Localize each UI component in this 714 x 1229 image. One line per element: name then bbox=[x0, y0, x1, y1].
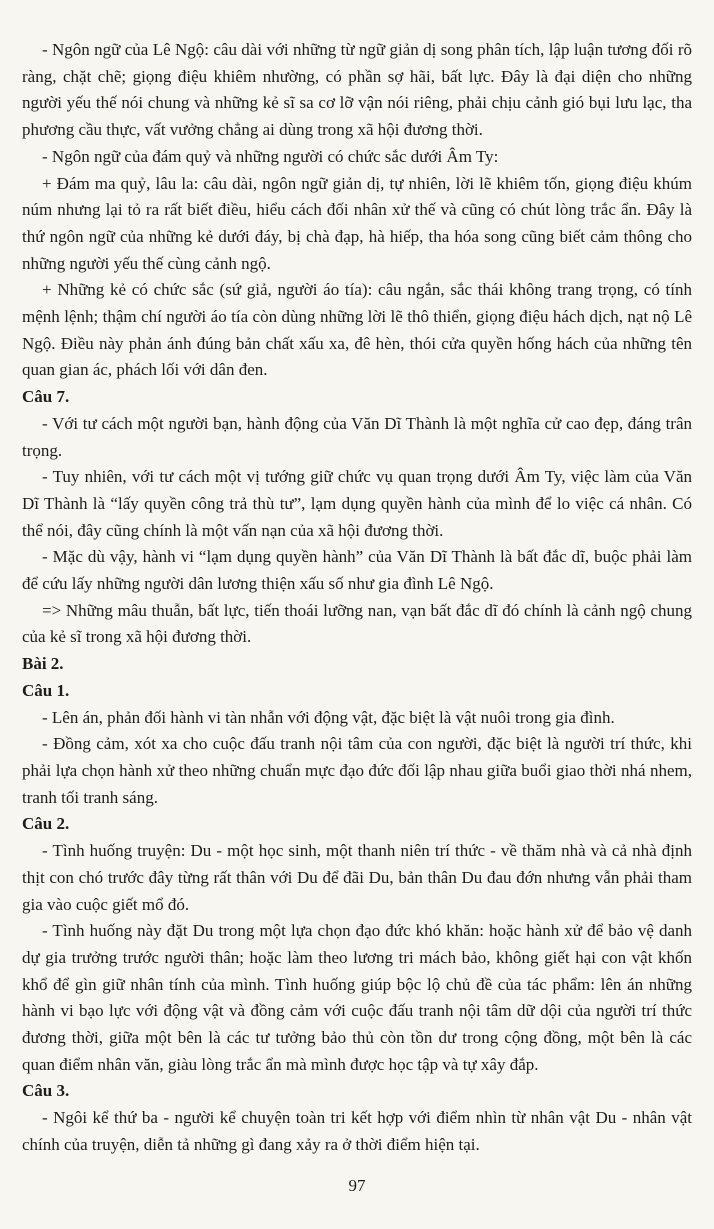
paragraph: - Với tư cách một người bạn, hành động của Văn Dĩ Thành là một nghĩa cử cao đẹp, đáng trân trọng. bbox=[22, 413, 692, 460]
paragraph: + Những kẻ có chức sắc (sứ giả, người áo tía): câu ngắn, sắc thái không trang trọng, có tính mệnh lệnh; thậm chí người áo tía còn dùng những lời lẽ thô thiển, giọng điệu hách dịch, nạt nộ Lê Ngộ. Điều này phản ánh đúng bản chất xấu xa, đê hèn, thói cửa quyền hống hách của những tên quan gian ác, phách lối với dân đen. bbox=[22, 280, 692, 380]
section-heading: Câu 1. bbox=[22, 680, 70, 700]
paragraph: - Tuy nhiên, với tư cách một vị tướng giữ chức vụ quan trọng dưới Âm Ty, việc làm của Văn Dĩ Thành là “lấy quyền công trả thù tư”, lạm dụng quyền hành của mình để lo việc cá nhân. Có thể nói, đây cũng chính là một vấn nạn của xã hội đương thời. bbox=[22, 467, 692, 540]
document-body bbox=[22, 37, 692, 1159]
paragraph: - Ngôn ngữ của đám quỷ và những người có chức sắc dưới Âm Ty: bbox=[42, 146, 499, 166]
paragraph: - Tình huống truyện: Du - một học sinh, một thanh niên trí thức - về thăm nhà và cả nhà định thịt con chó trước đây từng rất thân với Du để đãi Du, bản thân Du đau đớn nhưng vẫn phải tham gia vào cuộc giết mổ đó. bbox=[22, 841, 692, 914]
section-heading: Câu 3. bbox=[22, 1081, 70, 1101]
paragraph: - Lên án, phản đối hành vi tàn nhẫn với động vật, đặc biệt là vật nuôi trong gia đình. bbox=[42, 707, 615, 727]
paragraph: - Tình huống này đặt Du trong một lựa chọn đạo đức khó khăn: hoặc hành xử để bảo vệ danh dự gia trưởng trước người thân; hoặc làm theo lương tri mách bảo, không giết hại con vật khốn khổ để gìn giữ nhân tính của mình. Tình huống giúp bộc lộ chủ đề của tác phẩm: lên án những hành vi bạo lực với động vật và đồng cảm với cuộc đấu tranh nội tâm dữ dội của người trí thức đương thời, giữa một bên là các tư tưởng bảo thủ còn tồn dư trong cộng đồng, một bên là các quan điểm nhân văn, giàu lòng trắc ẩn mà mình được học tập và tự xây đắp. bbox=[22, 921, 692, 1074]
paragraph: + Đám ma quỷ, lâu la: câu dài, ngôn ngữ giản dị, tự nhiên, lời lẽ khiêm tốn, giọng điệu khúm núm nhưng lại tỏ ra rất biết điều, hiểu cách đối nhân xử thế và cũng có chút lòng trắc ẩn. Đây là thứ ngôn ngữ của những kẻ dưới đáy, bị chà đạp, hà hiếp, tha hóa song cũng biết cảm thông cho những người yếu thế cùng cảnh ngộ. bbox=[22, 173, 692, 273]
section-heading: Bài 2. bbox=[22, 654, 64, 674]
section-heading: Câu 2. bbox=[22, 814, 70, 834]
paragraph: - Ngôi kể thứ ba - người kể chuyện toàn tri kết hợp với điểm nhìn từ nhân vật Du - nhân vật chính của truyện, diễn tả những gì đang xảy ra ở thời điểm hiện tại. bbox=[22, 1108, 692, 1154]
section-heading: Câu 7. bbox=[22, 387, 70, 407]
paragraph: => Những mâu thuẫn, bất lực, tiến thoái lưỡng nan, vạn bất đắc dĩ đó chính là cảnh ngộ chung của kẻ sĩ trong xã hội đương thời. bbox=[22, 600, 692, 647]
paragraph: - Mặc dù vậy, hành vi “lạm dụng quyền hành” của Văn Dĩ Thành là bất đắc dĩ, buộc phải làm để cứu lấy những người dân lương thiện xấu số như gia đình Lê Ngộ. bbox=[22, 547, 692, 594]
paragraph: - Đồng cảm, xót xa cho cuộc đấu tranh nội tâm của con người, đặc biệt là người trí thức, khi phải lựa chọn hành xử theo những chuẩn mực đạo đức đối lập nhau giữa buổi giao thời nhá nhem, tranh tối tranh sáng. bbox=[22, 734, 692, 807]
paragraph: - Ngôn ngữ của Lê Ngộ: câu dài với những từ ngữ giản dị song phân tích, lập luận tương đối rõ ràng, chặt chẽ; giọng điệu khiêm nhường, có phần sợ hãi, bất lực. Đây là đại diện cho những người yếu thế nói chung và những kẻ sĩ sa cơ lỡ vận nói riêng, phải chịu cảnh gió bụi lưu lạc, tha phương cầu thực, vất vưởng chẳng ai dùng trong xã hội đương thời. bbox=[22, 40, 692, 140]
page-number: 97 bbox=[348, 1175, 366, 1195]
